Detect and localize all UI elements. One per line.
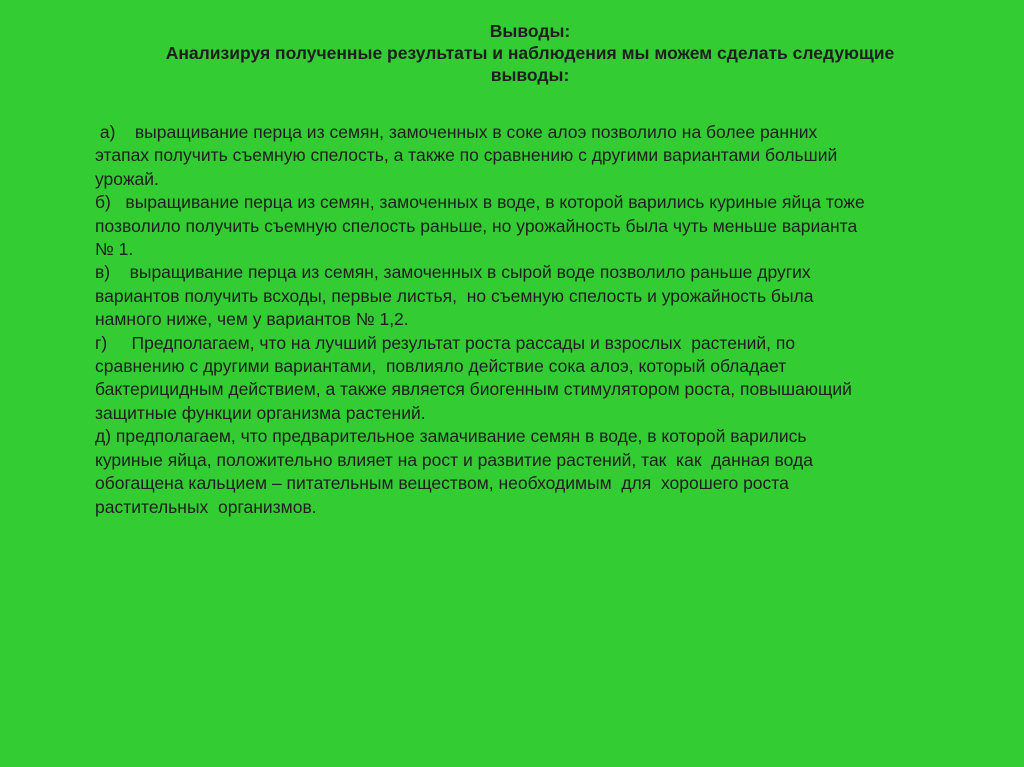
text-line: позволило получить съемную спелость раньше, но урожайность была чуть меньше варианта — [95, 215, 858, 236]
conclusion-paragraph-b — [95, 191, 975, 261]
conclusion-paragraph-v — [95, 261, 975, 331]
conclusion-paragraph-d — [95, 425, 975, 519]
slide-title — [90, 20, 970, 86]
title-line: выводы: — [490, 65, 570, 85]
text-line: обогащена кальцием – питательным веществом, необходимым для хорошего роста — [95, 473, 789, 494]
text-line: намного ниже, чем у вариантов № 1,2. — [95, 309, 409, 330]
conclusions-body — [95, 121, 975, 519]
text-line: защитные функции организма растений. — [95, 402, 426, 423]
text-line: № 1. — [95, 239, 134, 260]
text-line: этапах получить съемную спелость, а также по сравнению с другими вариантами больший — [95, 145, 838, 166]
text-line: сравнению с другими вариантами, повлияло действие сока алоэ, который обладает — [95, 356, 787, 377]
text-line: а) выращивание перца из семян, замоченных в соке алоэ позволило на более ранних — [95, 122, 818, 142]
text-line: растительных организмов. — [95, 496, 317, 517]
title-line: Выводы: — [489, 21, 571, 41]
text-line: г) Предполагаем, что на лучший результат роста рассады и взрослых растений, по — [95, 332, 796, 353]
text-line: вариантов получить всходы, первые листья, но съемную спелость и урожайность была — [95, 285, 814, 306]
title-line: Анализируя полученные результаты и наблюдения мы можем сделать следующие — [165, 43, 895, 63]
text-line: бактерицидным действием, а также является биогенным стимулятором роста, повышающий — [95, 379, 852, 400]
conclusion-paragraph-g — [95, 332, 975, 426]
text-line: урожай. — [95, 168, 159, 189]
conclusion-paragraph-a — [95, 121, 975, 191]
text-line: куриные яйца, положительно влияет на рост и развитие растений, так как данная вода — [95, 449, 813, 470]
text-line: б) выращивание перца из семян, замоченных в воде, в которой варились куриные яйца тоже — [95, 192, 865, 213]
text-line: д) предполагаем, что предварительное замачивание семян в воде, в которой варились — [95, 426, 807, 447]
text-line: в) выращивание перца из семян, замоченных в сырой воде позволило раньше других — [95, 262, 811, 283]
